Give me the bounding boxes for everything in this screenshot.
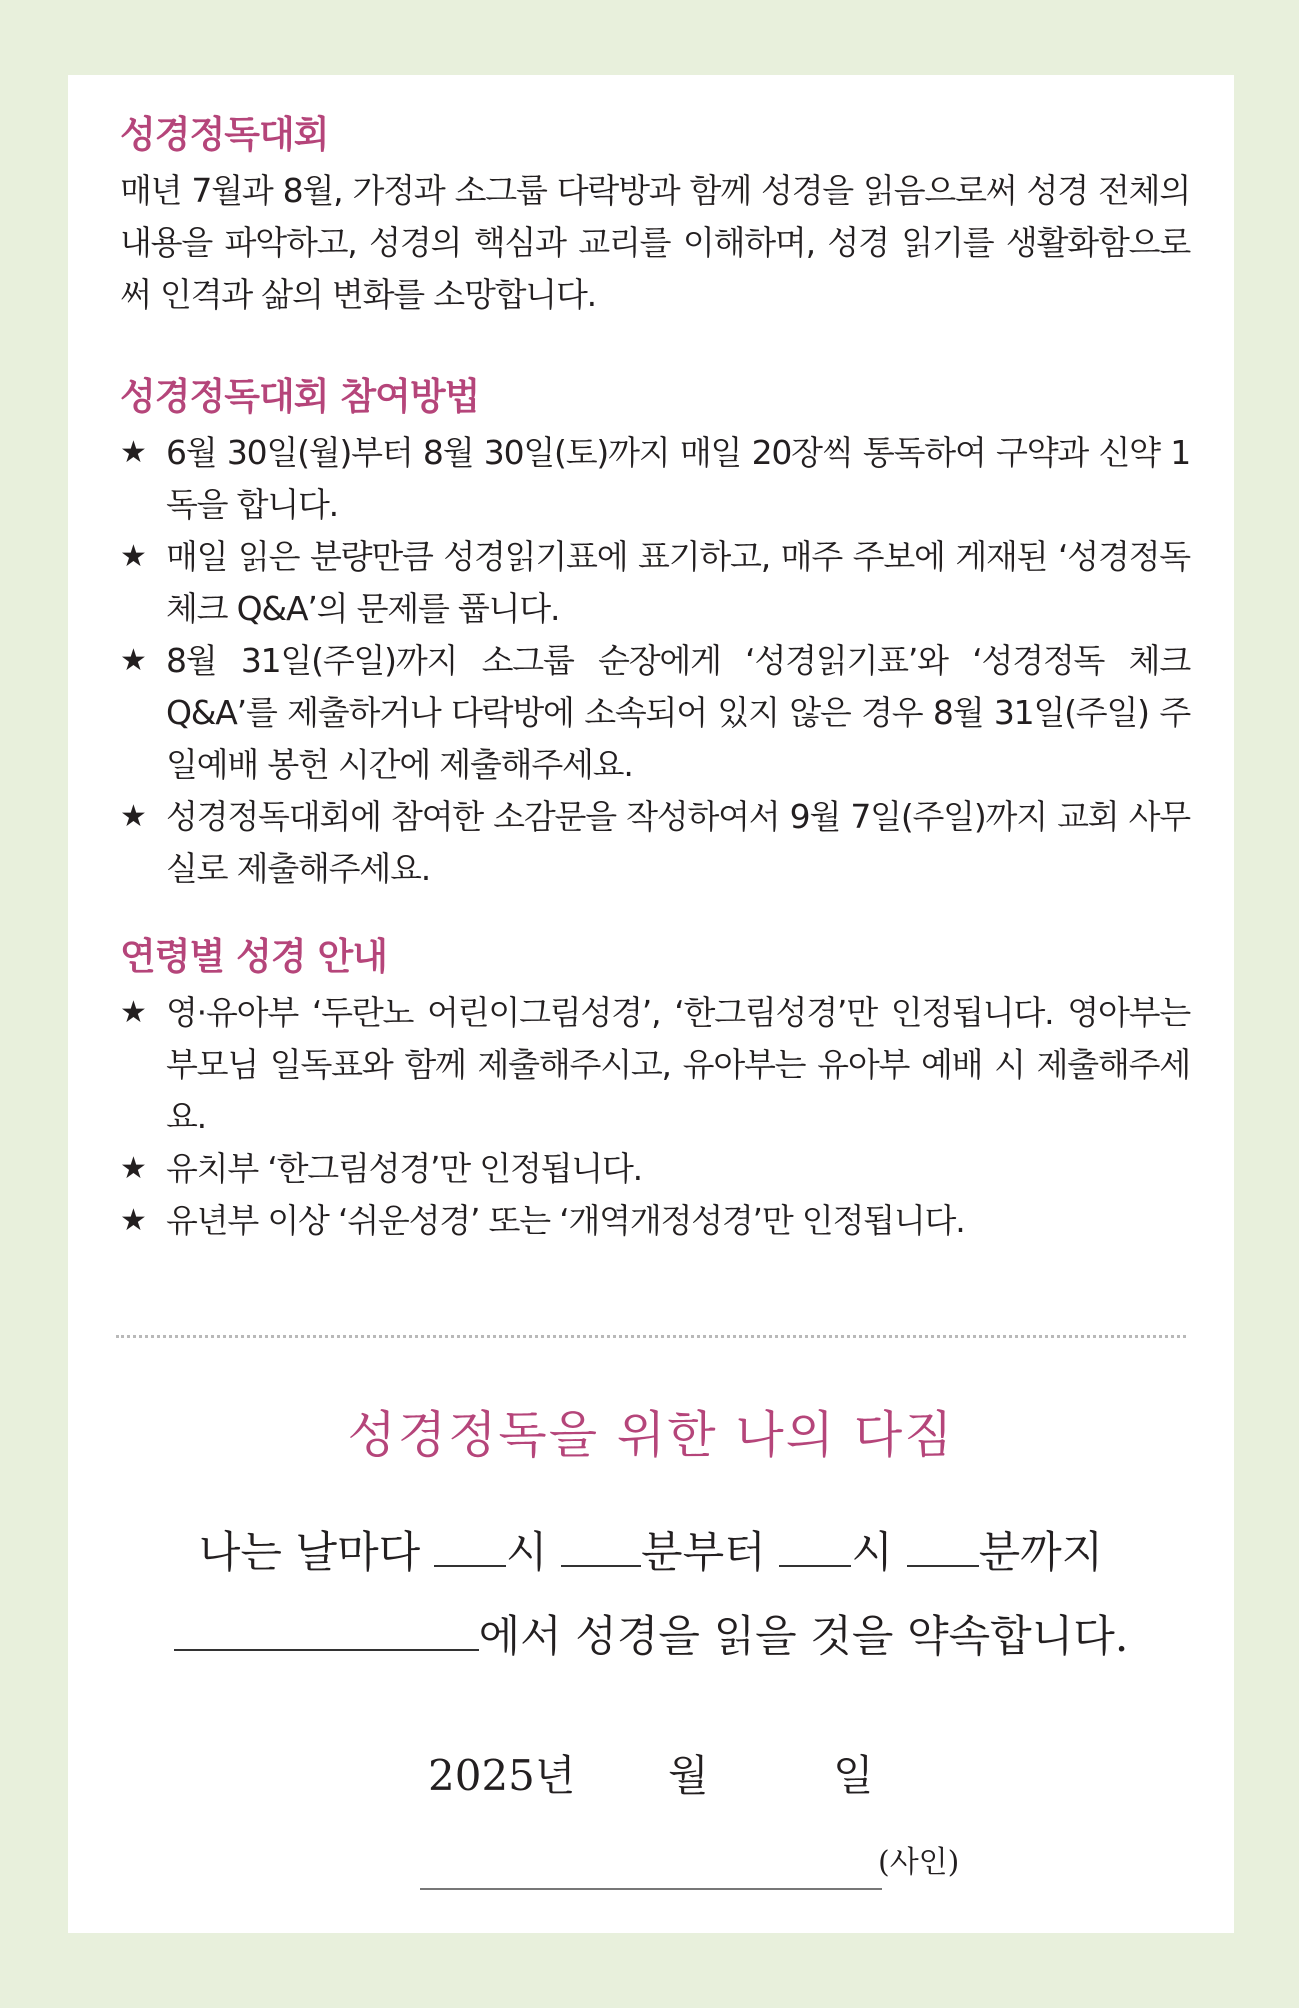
age-guide-title: 연령별 성경 안내 xyxy=(120,935,387,978)
intro-body: 매년 7월과 8월, 가정과 소그룹 다락방과 함께 성경을 읽음으로써 성경 전체의 내용을 파악하고, 성경의 핵심과 교리를 이해하며, 성경 읽기를 생활화함으로써 인격과 삶의 변화를 소망합니다. xyxy=(120,171,1190,314)
star-icon: ★ xyxy=(120,799,146,834)
minute-from-label: 분부터 xyxy=(641,1528,766,1578)
age-guide-section xyxy=(120,935,1190,1247)
method-title: 성경정독대회 참여방법 xyxy=(120,375,480,418)
star-icon: ★ xyxy=(120,1203,146,1238)
place-blank[interactable] xyxy=(174,1609,479,1651)
star-icon: ★ xyxy=(120,643,146,678)
method-list xyxy=(120,427,1190,895)
method-item-text: 8월 31일(주일)까지 소그룹 순장에게 ‘성경읽기표’와 ‘성경정독 체크 Q&A’를 제출하거나 다락방에 소속되어 있지 않은 경우 8월 31일(주일) 주일예배 봉헌 시간에 제출해주세요. xyxy=(166,641,1190,784)
end-minute-blank[interactable] xyxy=(907,1525,979,1567)
pledge-card xyxy=(68,75,1234,1933)
age-guide-item xyxy=(120,1195,1190,1247)
age-guide-item-text: 유치부 ‘한그림성경’만 인정됩니다. xyxy=(166,1149,642,1188)
star-icon: ★ xyxy=(120,539,146,574)
age-guide-item xyxy=(120,1143,1190,1195)
method-item xyxy=(120,427,1190,531)
method-item xyxy=(120,531,1190,635)
date-month: 월 xyxy=(668,1751,709,1800)
method-item-text: 매일 읽은 분량만큼 성경읽기표에 표기하고, 매주 주보에 게재된 ‘성경정독 체크 Q&A’의 문제를 풉니다. xyxy=(166,537,1190,628)
star-icon: ★ xyxy=(120,1151,146,1186)
pledge-prefix: 나는 날마다 xyxy=(198,1528,421,1578)
pledge-time-line xyxy=(68,1523,1234,1583)
minute-until-label: 분까지 xyxy=(978,1528,1104,1578)
method-item xyxy=(120,791,1190,895)
end-hour-blank[interactable] xyxy=(779,1525,851,1567)
star-icon: ★ xyxy=(120,435,146,470)
method-item-text: 성경정독대회에 참여한 소감문을 작성하여서 9월 7일(주일)까지 교회 사무실로 제출해주세요. xyxy=(166,797,1190,888)
star-icon: ★ xyxy=(120,995,146,1030)
age-guide-item-text: 영·유아부 ‘두란노 어린이그림성경’, ‘한그림성경’만 인정됩니다. 영아부는 부모님 일독표와 함께 제출해주시고, 유아부는 유아부 예배 시 제출해주세요. xyxy=(166,993,1190,1136)
dotted-divider xyxy=(116,1335,1186,1338)
date-year: 2025년 xyxy=(428,1751,576,1800)
hour-label: 시 xyxy=(851,1528,893,1578)
method-item xyxy=(120,635,1190,791)
age-guide-item xyxy=(120,987,1190,1143)
intro-title: 성경정독대회 xyxy=(120,113,329,156)
intro-section xyxy=(120,113,1190,321)
start-hour-blank[interactable] xyxy=(434,1525,506,1567)
hour-label: 시 xyxy=(505,1528,548,1578)
age-guide-item-text: 유년부 이상 ‘쉬운성경’ 또는 ‘개역개정성경’만 인정됩니다. xyxy=(166,1201,965,1240)
pledge-place-suffix: 에서 성경을 읽을 것을 약속합니다. xyxy=(478,1612,1129,1662)
pledge-place-line xyxy=(68,1607,1234,1667)
start-minute-blank[interactable] xyxy=(561,1525,641,1567)
pledge-title: 성경정독을 위한 나의 다짐 xyxy=(347,1406,955,1464)
sign-label: (사인) xyxy=(878,1845,960,1880)
method-section xyxy=(120,375,1190,895)
method-item-text: 6월 30일(월)부터 8월 30일(토)까지 매일 20장씩 통독하여 구약과 신약 1독을 합니다. xyxy=(166,433,1190,524)
age-guide-list xyxy=(120,987,1190,1247)
date-day: 일 xyxy=(833,1751,874,1800)
signature-line[interactable] xyxy=(420,1888,882,1890)
